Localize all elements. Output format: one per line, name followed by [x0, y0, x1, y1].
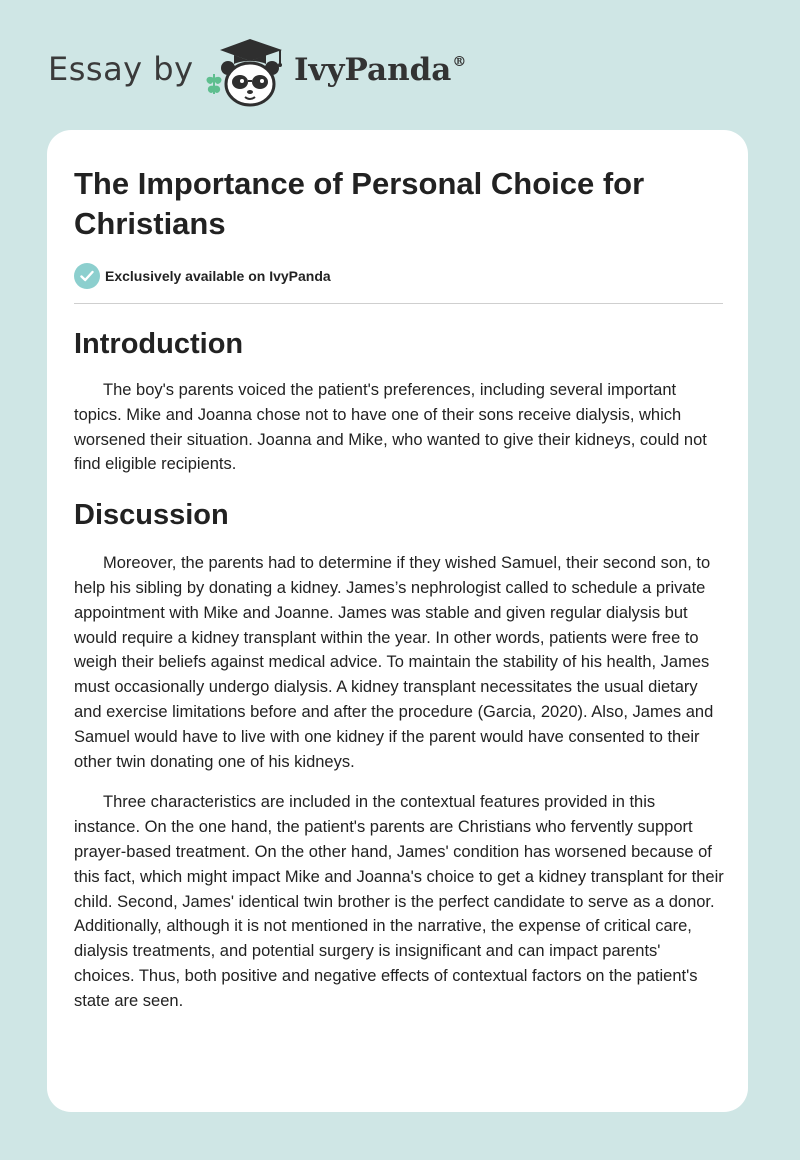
essay-body: [74, 326, 724, 1014]
section-heading-discussion: Discussion: [74, 499, 229, 532]
section-heading-introduction: Introduction: [74, 328, 244, 360]
exclusive-badge: [74, 263, 331, 289]
introduction-paragraph: The boy's parents voiced the patient's preferences, including several important topics. Mike and Joanna chose not to have one of their sons receive dialysis, which worsened their situation. Joanna and Mike, who wanted to give their kidneys, could not find eligible recipients.: [74, 381, 707, 474]
check-circle-icon: [74, 263, 100, 289]
site-header: [0, 0, 800, 130]
essay-card: [47, 130, 748, 1112]
ivy-leaf-icon: [207, 74, 222, 94]
essay-title: The Importance of Personal Choice for Christians: [74, 166, 645, 241]
brand-name: IvyPanda: [294, 52, 452, 88]
discussion-paragraph-2: Three characteristics are included in the contextual features provided in this instance. On the one hand, the patient's parents are Christians who fervently support prayer-based treatment. On the other hand, James' condition has worsened because of this fact, which might impact Mike and Joanna's choice to get a kidney transplant for their child. Second, James' identical twin brother is the perfect candidate to serve as a donor. Additionally, although it is not mentioned in the narrative, the expense of critical care, dialysis treatments, and potential surgery is insignificant and can impact parents' choices. Thus, both positive and negative effects of contextual factors on the patient's state are seen.: [74, 793, 724, 1010]
title-divider: [74, 303, 723, 304]
brand-logo-text[interactable]: [294, 52, 466, 88]
trademark-symbol: ®: [452, 54, 467, 70]
panda-graduate-icon: [200, 36, 290, 110]
essay-by-label: Essay by: [48, 50, 194, 88]
discussion-paragraph-1: Moreover, the parents had to determine if they wished Samuel, their second son, to help his sibling by donating a kidney. James’s nephrologist called to schedule a private appointment with Mike and Joanne. James was stable and given regular dialysis but would require a kidney transplant within the year. In other words, patients were free to weigh their beliefs against medical advice. To maintain the stability of his health, James must occasionally undergo dialysis. A kidney transplant necessitates the usual dietary and exercise limitations before and after the procedure (Garcia, 2020). Also, James and Samuel would have to live with one kidney if the parent would have consented to their other twin donating one of his kidneys.: [74, 554, 714, 771]
exclusive-badge-label: Exclusively available on IvyPanda: [105, 268, 331, 284]
